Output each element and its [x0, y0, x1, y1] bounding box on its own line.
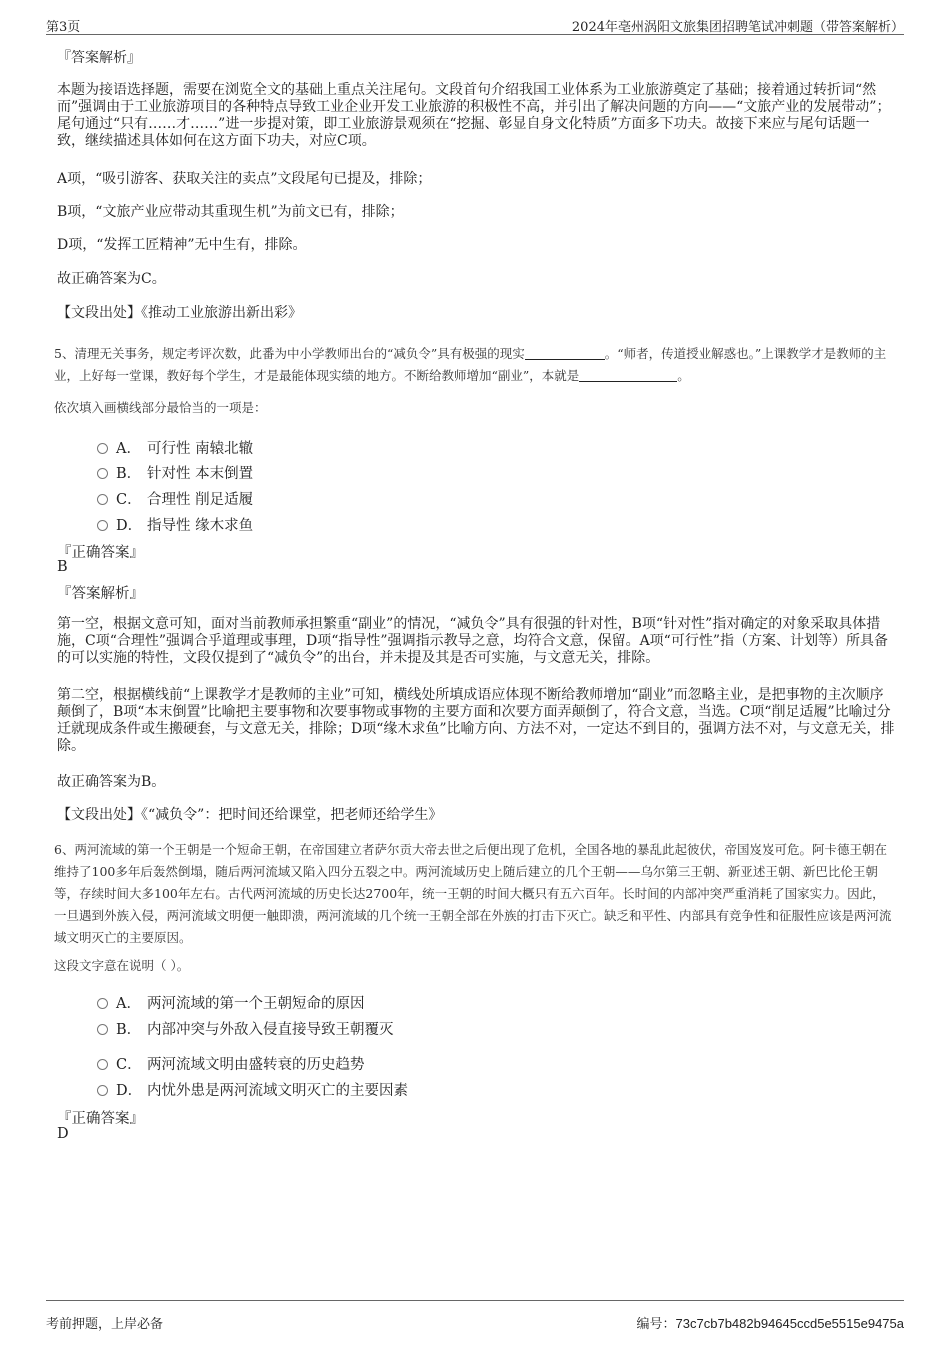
q4-analysis-label: 『答案解析』	[57, 50, 141, 66]
q5-analysis-para2: 第二空，根据横线前“上课教学才是教师的主业”可知，横线处所填成语应体现不断给教师增加“副业”而忽略主业，是把事物的主次顺序颠倒了，B项“本末倒置”比喻把主要事物和次要事物或事物的主要方面和次要方面弄颠倒了，符合文意，当选。C项“削足适履”比喻过分迁就现成条件或生搬硬套，与文意无关，排除；D项“缘木求鱼”比喻方向、方法不对，一定达不到目的，强调方法不对，与文意无关，排除。	[57, 687, 895, 754]
page-header	[46, 14, 904, 35]
q5-blank-2	[579, 369, 677, 382]
q4-option-a-note: A项，“吸引游客、获取关注的卖点”文段尾句已提及，排除；	[57, 171, 432, 187]
option-text: 内部冲突与外敌入侵直接导致王朝覆灭	[147, 1022, 394, 1038]
q5-analysis-label: 『答案解析』	[57, 586, 144, 602]
option-text: 可行性 南辕北辙	[147, 441, 254, 457]
option-key: D．	[116, 518, 143, 534]
option-text: 内忧外患是两河流域文明灭亡的主要因素	[147, 1083, 408, 1099]
q5-option-d[interactable]	[97, 514, 253, 535]
q6-option-c[interactable]	[97, 1053, 365, 1074]
page-number: 第3页	[46, 20, 81, 35]
option-text: 两河流域文明由盛转衰的历史趋势	[147, 1057, 365, 1073]
q6-correct-answer: D	[57, 1126, 69, 1142]
q5-option-c[interactable]	[97, 488, 253, 509]
q4-option-b-note: B项，“文旅产业应带动其重现生机”为前文已有，排除；	[57, 204, 404, 220]
footer-slogan: 考前押题，上岸必备	[46, 1317, 164, 1332]
document-code-value: 73c7cb7b482b94645ccd5e5515e9475a	[675, 1316, 904, 1331]
option-text: 针对性 本末倒置	[147, 466, 254, 482]
option-key: B．	[116, 466, 142, 482]
q6-option-d[interactable]	[97, 1079, 408, 1100]
radio-icon[interactable]	[97, 1024, 108, 1035]
q5-conclusion: 故正确答案为B。	[57, 774, 166, 790]
q5-analysis-para1: 第一空，根据文意可知，面对当前教师承担繁重“副业”的情况，“减负令”具有很强的针对性，B项“针对性”指对确定的对象采取具体措施，C项“合理性”强调合乎道理或事理，D项“指导性”强调指示教导之意，均符合文意，保留。A项“可行性”指（方案、计划等）所具备的可以实施的特性，文段仅提到了“减负令”的出台，并未提及其是否可实施，与文意无关，排除。	[57, 616, 888, 666]
q5-correct-label: 『正确答案』	[57, 545, 144, 561]
radio-icon[interactable]	[97, 468, 108, 479]
radio-icon[interactable]	[97, 1085, 108, 1096]
document-code	[637, 1313, 904, 1332]
radio-icon[interactable]	[97, 443, 108, 454]
page-footer	[46, 1300, 904, 1332]
option-key: C．	[116, 492, 142, 508]
q4-source: 【文段出处】《推动工业旅游出新出彩》	[57, 305, 302, 321]
radio-icon[interactable]	[97, 494, 108, 505]
q5-prompt: 依次填入画横线部分最恰当的一项是：	[54, 400, 267, 415]
q5-stem-part2: 。“师者，传道授业解惑也。”上课教学才是教师的主业，上好每一堂课，教好每个学生，才是最能体现实绩的地方。不断给教师增加“副业”，本就是	[54, 346, 887, 383]
document-title: 2024年亳州涡阳文旅集团招聘笔试冲刺题（带答案解析）	[571, 20, 904, 35]
option-text: 两河流域的第一个王朝短命的原因	[147, 996, 365, 1012]
option-key: A．	[116, 996, 141, 1012]
q5-stem-end: 。	[677, 368, 690, 383]
q5-stem-part1: 5、清理无关事务，规定考评次数，此番为中小学教师出台的“减负令”具有极强的现实	[54, 346, 525, 361]
q5-source: 【文段出处】《“减负令”：把时间还给课堂，把老师还给学生》	[57, 807, 443, 823]
q5-correct-answer: B	[57, 559, 68, 575]
q4-option-d-note: D项，“发挥工匠精神”无中生有，排除。	[57, 237, 307, 253]
option-key: A．	[116, 441, 141, 457]
q5-option-a[interactable]	[97, 437, 253, 458]
radio-icon[interactable]	[97, 998, 108, 1009]
q6-correct-label: 『正确答案』	[57, 1111, 144, 1127]
option-key: C．	[116, 1057, 142, 1073]
option-key: D．	[116, 1083, 143, 1099]
option-text: 指导性 缘木求鱼	[147, 518, 254, 534]
q6-stem: 6、两河流域的第一个王朝是一个短命王朝，在帝国建立者萨尔贡大帝去世之后便出现了危机，全国各地的暴乱此起彼伏，帝国岌岌可危。阿卡德王朝在维持了100多年后轰然倒塌，随后两河流域又陷入四分五裂之中。两河流域历史上随后建立的几个王朝——乌尔第三王朝、新亚述王朝、新巴比伦王朝等，存续时间大多100年左右。古代两河流域的历史长达2700年，统一王朝的时间大概只有五六百年。长时间的内部冲突严重消耗了国家实力。因此，一旦遇到外族入侵，两河流域文明便一触即溃，两河流域的几个统一王朝全部在外族的打击下灭亡。缺乏和平性、内部具有竞争性和征服性应该是两河流域文明灭亡的主要原因。	[54, 842, 892, 945]
q6-prompt: 这段文字意在说明（ ）。	[54, 958, 190, 973]
option-key: B．	[116, 1022, 142, 1038]
q5-stem	[54, 343, 896, 387]
q5-blank-1	[525, 347, 605, 360]
radio-icon[interactable]	[97, 1059, 108, 1070]
q4-conclusion: 故正确答案为C。	[57, 271, 166, 287]
q6-option-a[interactable]	[97, 992, 365, 1013]
q5-option-b[interactable]	[97, 462, 253, 483]
document-code-label: 编号：	[636, 1317, 676, 1332]
option-text: 合理性 削足适履	[147, 492, 254, 508]
q6-option-b[interactable]	[97, 1018, 394, 1039]
radio-icon[interactable]	[97, 520, 108, 531]
q4-analysis-paragraph: 本题为接语选择题，需要在浏览全文的基础上重点关注尾句。文段首句介绍我国工业体系为工业旅游奠定了基础；接着通过转折词“然而”强调由于工业旅游项目的各种特点导致工业企业开发工业旅游的积极性不高，并引出了解决问题的方向——“文旅产业的发展带动”；尾句通过“只有……才……”进一步提对策，即工业旅游景观须在“挖掘、彰显自身文化特质”方面多下功夫。故接下来应与尾句话题一致，继续描述具体如何在这方面下功夫，对应C项。	[57, 82, 891, 149]
